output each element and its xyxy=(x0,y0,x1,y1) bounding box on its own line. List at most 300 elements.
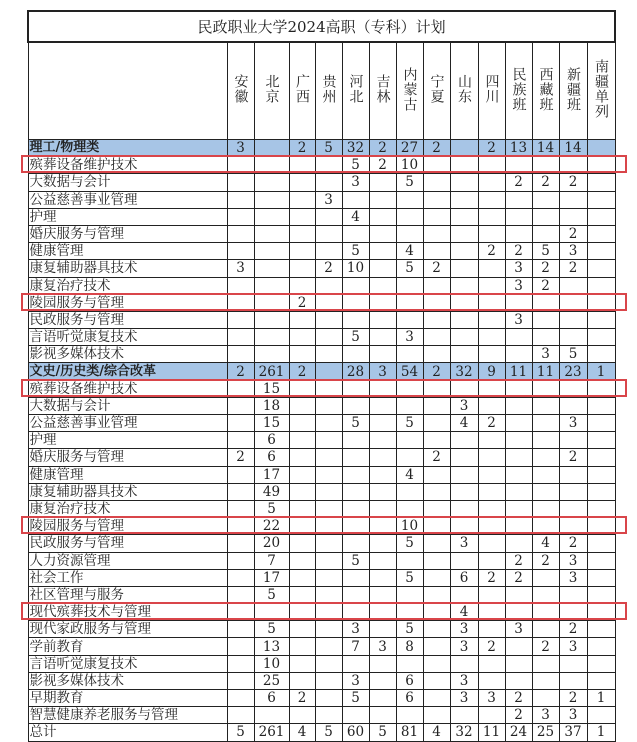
value-cell xyxy=(423,586,450,603)
table-row xyxy=(28,500,615,517)
value-cell: 20 xyxy=(254,535,289,552)
value-cell xyxy=(289,655,315,672)
table-row xyxy=(28,346,615,363)
row-label-text: 言语听觉康复技术 xyxy=(29,655,138,672)
column-header-text: 广西 xyxy=(294,74,310,104)
value-cell: 2 xyxy=(478,415,505,432)
row-label xyxy=(28,260,227,277)
row-label xyxy=(28,518,227,535)
value-cell xyxy=(505,208,532,225)
value-cell xyxy=(342,432,369,449)
column-header xyxy=(289,42,315,140)
value-cell xyxy=(532,311,559,328)
value-cell xyxy=(315,466,342,483)
value-cell xyxy=(559,432,587,449)
value-cell: 2 xyxy=(478,243,505,260)
value-cell xyxy=(559,397,587,414)
value-cell xyxy=(478,621,505,638)
value-cell xyxy=(505,294,532,311)
value-cell xyxy=(369,380,396,397)
table-row xyxy=(28,380,615,397)
value-cell: 4 xyxy=(342,208,369,225)
value-cell: 5 xyxy=(396,535,423,552)
value-cell xyxy=(423,208,450,225)
value-cell xyxy=(342,518,369,535)
value-cell xyxy=(478,604,505,621)
value-cell xyxy=(587,638,615,655)
value-cell xyxy=(559,518,587,535)
value-cell: 54 xyxy=(396,363,423,380)
value-cell xyxy=(505,380,532,397)
value-cell: 3 xyxy=(532,346,559,363)
value-cell xyxy=(559,294,587,311)
table-row xyxy=(28,535,615,552)
value-cell xyxy=(342,191,369,208)
value-cell: 3 xyxy=(505,260,532,277)
column-header xyxy=(315,42,342,140)
value-cell xyxy=(289,707,315,724)
value-cell xyxy=(315,277,342,294)
value-cell xyxy=(587,569,615,586)
value-cell xyxy=(227,243,254,260)
value-cell xyxy=(478,208,505,225)
value-cell xyxy=(587,604,615,621)
value-cell xyxy=(289,604,315,621)
value-cell: 2 xyxy=(532,552,559,569)
value-cell: 2 xyxy=(369,140,396,157)
value-cell xyxy=(227,586,254,603)
value-cell xyxy=(227,294,254,311)
table-row xyxy=(28,655,615,672)
row-label xyxy=(28,225,227,242)
value-cell xyxy=(587,586,615,603)
table-row xyxy=(28,518,615,535)
section-row xyxy=(28,140,615,157)
value-cell: 2 xyxy=(505,174,532,191)
column-header xyxy=(342,42,369,140)
value-cell xyxy=(289,260,315,277)
value-cell xyxy=(289,552,315,569)
value-cell: 4 xyxy=(450,415,478,432)
value-cell: 14 xyxy=(559,140,587,157)
row-label xyxy=(28,174,227,191)
table-row xyxy=(28,638,615,655)
row-label xyxy=(28,552,227,569)
value-cell xyxy=(369,586,396,603)
value-cell xyxy=(532,208,559,225)
table-row xyxy=(28,432,615,449)
value-cell: 32 xyxy=(450,363,478,380)
value-cell xyxy=(587,655,615,672)
row-label-text: 学前教育 xyxy=(29,638,84,655)
value-cell xyxy=(289,191,315,208)
value-cell xyxy=(587,449,615,466)
value-cell: 3 xyxy=(369,638,396,655)
value-cell xyxy=(396,432,423,449)
value-cell xyxy=(587,208,615,225)
value-cell xyxy=(587,277,615,294)
value-cell: 2 xyxy=(559,449,587,466)
value-cell xyxy=(478,449,505,466)
total-row xyxy=(28,724,615,741)
value-cell: 3 xyxy=(396,329,423,346)
value-cell xyxy=(423,500,450,517)
value-cell xyxy=(369,243,396,260)
column-header-text: 南疆单列 xyxy=(593,59,610,119)
value-cell: 24 xyxy=(505,724,532,741)
value-cell xyxy=(342,311,369,328)
row-label xyxy=(28,311,227,328)
value-cell xyxy=(559,157,587,174)
value-cell: 28 xyxy=(342,363,369,380)
value-cell xyxy=(369,690,396,707)
value-cell xyxy=(289,174,315,191)
value-cell: 5 xyxy=(342,690,369,707)
value-cell xyxy=(559,586,587,603)
value-cell: 1 xyxy=(587,724,615,741)
row-label xyxy=(28,449,227,466)
value-cell xyxy=(532,672,559,689)
section-row xyxy=(28,363,615,380)
row-label-text: 康复辅助器具技术 xyxy=(29,483,138,500)
table-row xyxy=(28,621,615,638)
value-cell: 10 xyxy=(396,157,423,174)
value-cell xyxy=(505,466,532,483)
value-cell xyxy=(478,432,505,449)
value-cell xyxy=(450,277,478,294)
value-cell xyxy=(369,621,396,638)
value-cell: 6 xyxy=(254,449,289,466)
value-cell xyxy=(289,621,315,638)
value-cell xyxy=(505,415,532,432)
value-cell xyxy=(423,707,450,724)
column-header-text: 安徽 xyxy=(232,74,249,104)
row-label-text: 康复治疗技术 xyxy=(29,501,111,518)
value-cell xyxy=(478,518,505,535)
value-cell xyxy=(450,552,478,569)
value-cell: 3 xyxy=(450,638,478,655)
value-cell xyxy=(587,621,615,638)
value-cell xyxy=(505,638,532,655)
value-cell: 2 xyxy=(227,363,254,380)
value-cell xyxy=(478,586,505,603)
value-cell xyxy=(450,294,478,311)
row-label xyxy=(28,569,227,586)
value-cell xyxy=(315,586,342,603)
row-label xyxy=(28,140,227,157)
row-label-text: 大数据与会计 xyxy=(29,397,111,414)
value-cell xyxy=(396,380,423,397)
value-cell xyxy=(423,535,450,552)
value-cell xyxy=(587,466,615,483)
value-cell xyxy=(559,277,587,294)
value-cell xyxy=(315,415,342,432)
value-cell: 13 xyxy=(505,140,532,157)
value-cell: 3 xyxy=(450,535,478,552)
row-label xyxy=(28,277,227,294)
table-row xyxy=(28,552,615,569)
value-cell xyxy=(254,707,289,724)
table-row xyxy=(28,294,615,311)
row-label-text: 现代殡葬技术与管理 xyxy=(29,604,151,621)
column-header-text: 北京 xyxy=(263,74,280,104)
table-row xyxy=(28,260,615,277)
value-cell xyxy=(227,500,254,517)
value-cell xyxy=(254,604,289,621)
value-cell xyxy=(342,535,369,552)
value-cell xyxy=(227,483,254,500)
value-cell: 81 xyxy=(396,724,423,741)
value-cell xyxy=(423,157,450,174)
value-cell: 4 xyxy=(423,724,450,741)
value-cell xyxy=(396,707,423,724)
table-title: 民政职业大学2024高职（专科）计划 xyxy=(28,11,615,42)
value-cell xyxy=(505,535,532,552)
value-cell xyxy=(396,449,423,466)
value-cell: 261 xyxy=(254,363,289,380)
table-row xyxy=(28,672,615,689)
row-label xyxy=(28,724,227,741)
value-cell xyxy=(532,569,559,586)
value-cell xyxy=(396,604,423,621)
value-cell xyxy=(342,586,369,603)
value-cell xyxy=(315,174,342,191)
value-cell xyxy=(423,672,450,689)
value-cell xyxy=(227,346,254,363)
value-cell xyxy=(423,655,450,672)
value-cell xyxy=(478,552,505,569)
value-cell: 17 xyxy=(254,466,289,483)
value-cell xyxy=(587,346,615,363)
table-row xyxy=(28,466,615,483)
value-cell xyxy=(289,329,315,346)
row-label xyxy=(28,415,227,432)
column-header-text: 民族班 xyxy=(510,66,527,112)
value-cell: 6 xyxy=(450,569,478,586)
value-cell xyxy=(559,500,587,517)
value-cell xyxy=(315,707,342,724)
value-cell xyxy=(478,191,505,208)
value-cell xyxy=(254,191,289,208)
value-cell xyxy=(342,655,369,672)
value-cell xyxy=(587,552,615,569)
value-cell: 3 xyxy=(342,174,369,191)
table-row xyxy=(28,586,615,603)
value-cell: 5 xyxy=(342,415,369,432)
value-cell xyxy=(587,174,615,191)
value-cell xyxy=(315,638,342,655)
value-cell xyxy=(587,707,615,724)
value-cell xyxy=(450,140,478,157)
value-cell xyxy=(369,294,396,311)
column-header xyxy=(532,42,559,140)
value-cell xyxy=(289,311,315,328)
value-cell: 1 xyxy=(587,690,615,707)
row-label xyxy=(28,363,227,380)
value-cell xyxy=(315,552,342,569)
value-cell: 2 xyxy=(423,140,450,157)
value-cell: 2 xyxy=(559,260,587,277)
row-label xyxy=(28,707,227,724)
column-header xyxy=(450,42,478,140)
value-cell xyxy=(587,140,615,157)
value-cell: 2 xyxy=(559,621,587,638)
value-cell: 2 xyxy=(478,638,505,655)
value-cell xyxy=(559,466,587,483)
row-label xyxy=(28,672,227,689)
value-cell xyxy=(227,535,254,552)
value-cell: 2 xyxy=(559,225,587,242)
value-cell: 3 xyxy=(227,260,254,277)
value-cell: 2 xyxy=(289,690,315,707)
value-cell xyxy=(478,672,505,689)
value-cell xyxy=(450,449,478,466)
value-cell xyxy=(342,225,369,242)
value-cell: 3 xyxy=(559,243,587,260)
column-header xyxy=(478,42,505,140)
value-cell xyxy=(450,329,478,346)
value-cell: 11 xyxy=(505,363,532,380)
row-label-text: 民政服务与管理 xyxy=(29,535,124,552)
value-cell xyxy=(227,191,254,208)
value-cell xyxy=(315,621,342,638)
header-blank-cell xyxy=(28,42,227,140)
value-cell xyxy=(532,225,559,242)
value-cell xyxy=(342,483,369,500)
value-cell xyxy=(289,157,315,174)
value-cell xyxy=(423,604,450,621)
value-cell xyxy=(532,604,559,621)
table-row xyxy=(28,397,615,414)
value-cell xyxy=(478,397,505,414)
value-cell: 3 xyxy=(505,277,532,294)
value-cell: 3 xyxy=(478,690,505,707)
value-cell: 2 xyxy=(559,535,587,552)
value-cell xyxy=(289,243,315,260)
table-row xyxy=(28,225,615,242)
value-cell: 27 xyxy=(396,140,423,157)
value-cell: 2 xyxy=(532,260,559,277)
value-cell xyxy=(227,707,254,724)
value-cell xyxy=(289,466,315,483)
value-cell: 25 xyxy=(254,672,289,689)
value-cell: 14 xyxy=(532,140,559,157)
value-cell: 3 xyxy=(342,672,369,689)
value-cell xyxy=(369,483,396,500)
row-label-text: 社会工作 xyxy=(29,569,84,586)
value-cell xyxy=(587,311,615,328)
row-label xyxy=(28,535,227,552)
value-cell xyxy=(505,483,532,500)
value-cell xyxy=(423,346,450,363)
value-cell: 3 xyxy=(559,707,587,724)
value-cell xyxy=(227,466,254,483)
value-cell: 18 xyxy=(254,397,289,414)
table-row xyxy=(28,707,615,724)
value-cell xyxy=(423,483,450,500)
value-cell xyxy=(289,449,315,466)
value-cell xyxy=(227,518,254,535)
value-cell xyxy=(369,225,396,242)
value-cell xyxy=(315,483,342,500)
value-cell xyxy=(315,157,342,174)
value-cell: 4 xyxy=(396,243,423,260)
value-cell: 2 xyxy=(505,569,532,586)
value-cell: 3 xyxy=(559,415,587,432)
table-row xyxy=(28,690,615,707)
value-cell xyxy=(315,294,342,311)
value-cell xyxy=(423,174,450,191)
value-cell xyxy=(289,380,315,397)
value-cell xyxy=(289,277,315,294)
row-label-text: 大数据与会计 xyxy=(29,174,111,191)
value-cell xyxy=(289,586,315,603)
value-cell xyxy=(315,535,342,552)
value-cell xyxy=(478,329,505,346)
value-cell: 5 xyxy=(227,724,254,741)
value-cell xyxy=(369,415,396,432)
value-cell xyxy=(559,329,587,346)
value-cell: 8 xyxy=(396,638,423,655)
value-cell xyxy=(289,483,315,500)
value-cell xyxy=(289,225,315,242)
value-cell xyxy=(478,225,505,242)
value-cell xyxy=(478,260,505,277)
value-cell xyxy=(532,621,559,638)
row-label-text: 护理 xyxy=(29,208,57,225)
value-cell xyxy=(289,208,315,225)
value-cell xyxy=(505,604,532,621)
value-cell xyxy=(254,225,289,242)
value-cell: 3 xyxy=(505,311,532,328)
value-cell xyxy=(505,397,532,414)
value-cell xyxy=(478,655,505,672)
value-cell xyxy=(369,604,396,621)
value-cell: 5 xyxy=(342,157,369,174)
value-cell xyxy=(587,500,615,517)
value-cell xyxy=(396,191,423,208)
value-cell: 5 xyxy=(315,140,342,157)
column-header-text: 宁夏 xyxy=(428,74,445,104)
value-cell xyxy=(315,604,342,621)
value-cell xyxy=(254,329,289,346)
value-cell xyxy=(559,655,587,672)
value-cell: 10 xyxy=(396,518,423,535)
value-cell xyxy=(423,432,450,449)
value-cell xyxy=(532,466,559,483)
table-row xyxy=(28,329,615,346)
value-cell: 10 xyxy=(254,655,289,672)
value-cell xyxy=(315,500,342,517)
value-cell xyxy=(315,208,342,225)
value-cell: 25 xyxy=(532,724,559,741)
value-cell xyxy=(254,157,289,174)
value-cell: 2 xyxy=(423,260,450,277)
value-cell xyxy=(369,672,396,689)
value-cell: 32 xyxy=(450,724,478,741)
value-cell xyxy=(450,500,478,517)
value-cell xyxy=(315,380,342,397)
value-cell xyxy=(450,225,478,242)
column-header xyxy=(587,42,615,140)
column-header xyxy=(396,42,423,140)
value-cell xyxy=(369,500,396,517)
row-label-text: 社区管理与服务 xyxy=(29,586,124,603)
value-cell xyxy=(396,311,423,328)
value-cell xyxy=(342,604,369,621)
row-label xyxy=(28,329,227,346)
row-label xyxy=(28,500,227,517)
